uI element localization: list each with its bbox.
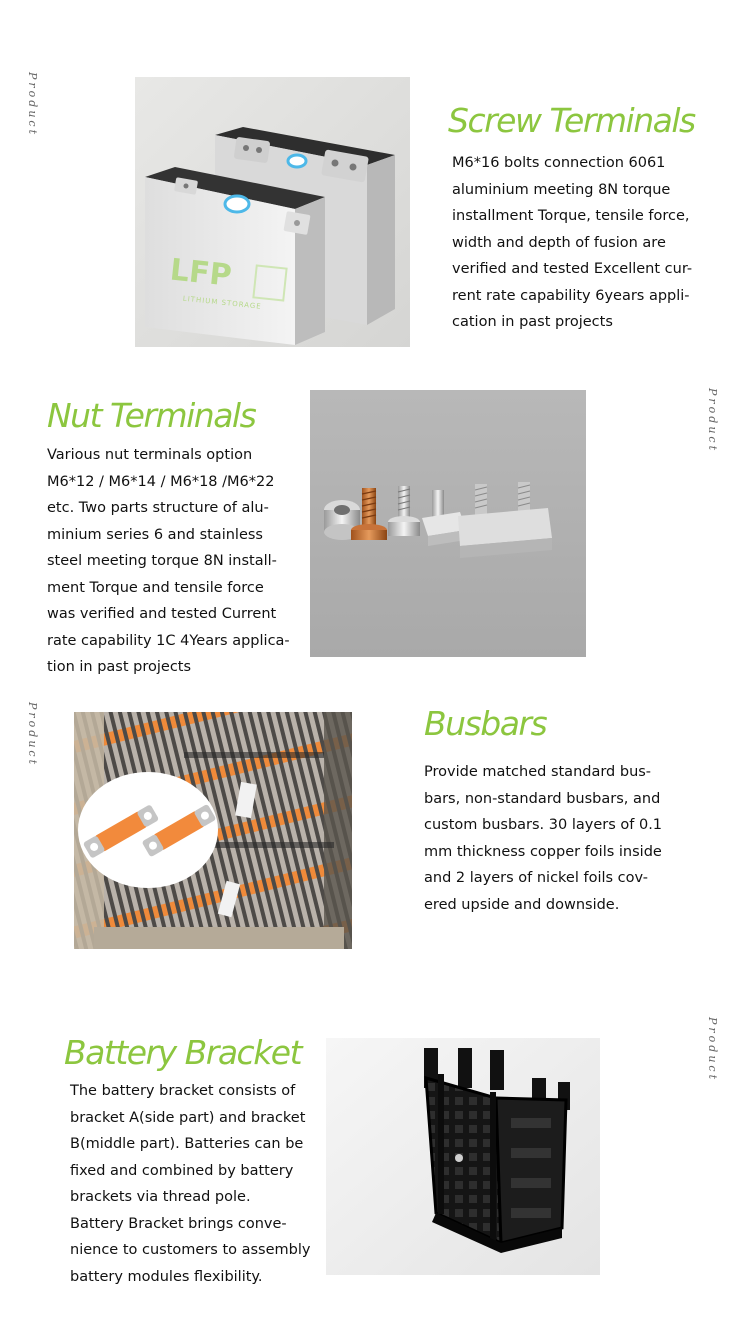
desc-line: width and depth of fusion are (452, 234, 666, 251)
desc-line: bars, non-standard busbars, and (424, 790, 661, 807)
screw-terminals-description (452, 150, 692, 336)
desc-line: fixed and combined by battery (70, 1162, 294, 1179)
battery-bracket-title: Battery Bracket (64, 1033, 302, 1072)
side-label-4: Product (706, 1017, 719, 1082)
nut-terminals-description (47, 442, 290, 681)
battery-bracket-image (326, 1038, 600, 1275)
screw-terminals-image (135, 77, 410, 347)
desc-line: minium series 6 and stainless (47, 526, 263, 543)
desc-line: aluminium meeting 8N torque (452, 181, 671, 198)
desc-line: etc. Two parts structure of alu- (47, 500, 269, 516)
desc-line: ered upside and downside. (424, 896, 620, 913)
desc-line: rate capability 1C 4Years applica- (47, 632, 290, 649)
side-label-2: Product (706, 388, 719, 453)
desc-line: bracket A(side part) and bracket (70, 1109, 306, 1126)
desc-line: rent rate capability 6years appli- (452, 287, 690, 304)
desc-line: Battery Bracket brings conve- (70, 1215, 287, 1232)
desc-line: nience to customers to assembly (70, 1242, 311, 1258)
busbars-description (424, 759, 662, 918)
desc-line: steel meeting torque 8N install- (47, 553, 277, 569)
side-label-1: Product (26, 72, 39, 137)
desc-line: ment Torque and tensile force (47, 579, 264, 596)
desc-line: and 2 layers of nickel foils cov- (424, 870, 648, 886)
side-label-3: Product (26, 702, 39, 767)
desc-line: custom busbars. 30 layers of 0.1 (424, 817, 663, 833)
screw-terminals-title: Screw Terminals (448, 101, 695, 140)
desc-line: battery modules flexibility. (70, 1268, 263, 1285)
nut-terminals-image (310, 390, 586, 657)
busbars-image (74, 712, 352, 949)
desc-line: M6*16 bolts connection 6061 (452, 155, 666, 171)
desc-line: brackets via thread pole. (70, 1189, 251, 1205)
lfp-sub-logo: LITHIUM STORAGE (182, 294, 263, 311)
desc-line: installment Torque, tensile force, (452, 208, 690, 224)
desc-line: B(middle part). Batteries can be (70, 1136, 304, 1152)
desc-line: M6*12 / M6*14 / M6*18 /M6*22 (47, 473, 275, 490)
desc-line: cation in past projects (452, 314, 613, 330)
desc-line: Various nut terminals option (47, 447, 253, 463)
desc-line: The battery bracket consists of (70, 1083, 296, 1099)
desc-line: mm thickness copper foils inside (424, 843, 662, 860)
busbars-title: Busbars (424, 704, 547, 743)
nut-terminals-title: Nut Terminals (47, 396, 256, 435)
lfp-logo: LFP (168, 252, 234, 294)
battery-bracket-description (70, 1078, 310, 1290)
desc-line: was verified and tested Current (47, 606, 277, 622)
desc-line: Provide matched standard bus- (424, 764, 652, 780)
desc-line: verified and tested Excellent cur- (452, 261, 693, 277)
desc-line: tion in past projects (47, 659, 192, 675)
